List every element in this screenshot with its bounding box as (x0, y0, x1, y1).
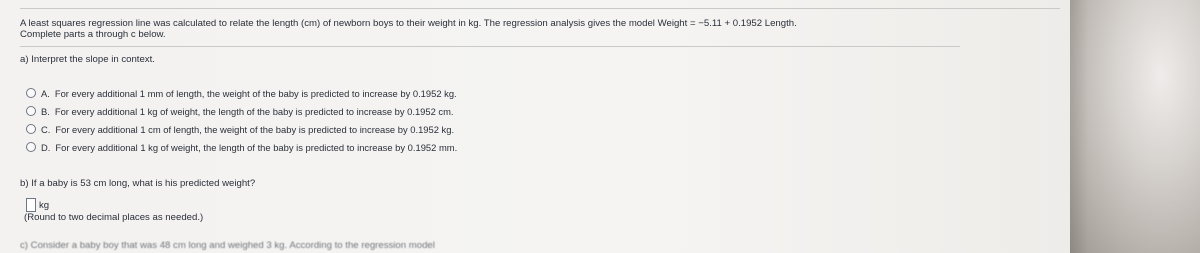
option-letter: A. (41, 87, 50, 99)
option-a[interactable] (26, 84, 626, 102)
regression-model: Weight = −5.11 + 0.1952 Length. (657, 18, 797, 29)
option-d[interactable] (26, 138, 626, 156)
problem-statement (20, 18, 1060, 40)
radio-button[interactable] (26, 106, 36, 116)
option-letter: C. (41, 123, 51, 135)
part-b-prompt: b) If a baby is 53 cm long, what is his predicted weight? (20, 178, 256, 189)
option-b[interactable] (26, 102, 626, 120)
part-b-answer-row (26, 198, 49, 212)
photo-background-edge (1070, 0, 1200, 253)
radio-button[interactable] (26, 88, 36, 98)
radio-button[interactable] (26, 142, 36, 152)
part-a-prompt: a) Interpret the slope in context. (20, 54, 155, 65)
option-text: For every additional 1 kg of weight, the length of the baby is predicted to increase by 0.1952 mm. (55, 141, 458, 153)
option-letter: B. (41, 105, 50, 117)
option-c[interactable] (26, 120, 626, 138)
option-text: For every additional 1 mm of length, the weight of the baby is predicted to increase by 0.1952 kg. (54, 87, 457, 99)
weight-answer-input[interactable] (26, 198, 36, 212)
option-text: For every additional 1 kg of weight, the length of the baby is predicted to increase by 0.1952 cm. (54, 105, 454, 117)
part-a-options (26, 84, 626, 156)
top-divider (20, 8, 1060, 9)
part-c-prompt: c) Consider a baby boy that was 48 cm long and weighed 3 kg. According to the regression model (20, 240, 435, 251)
option-text: For every additional 1 cm of length, the weight of the baby is predicted to increase by 0.1952 kg. (55, 123, 455, 135)
unit-label: kg (39, 199, 50, 211)
section-divider (20, 46, 960, 47)
intro-text: A least squares regression line was calculated to relate the length (cm) of newborn boys to their weight in kg. The regression analysis gives the model (20, 18, 655, 29)
option-letter: D. (41, 141, 51, 153)
instruction-text: Complete parts a through c below. (20, 29, 166, 40)
radio-button[interactable] (26, 124, 36, 134)
rounding-hint: (Round to two decimal places as needed.) (24, 212, 204, 223)
